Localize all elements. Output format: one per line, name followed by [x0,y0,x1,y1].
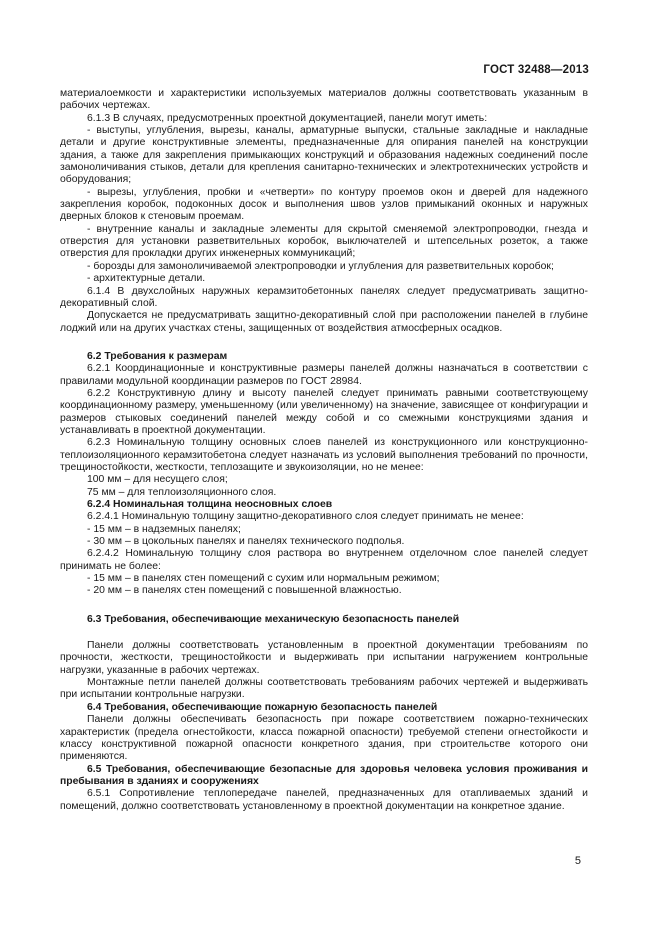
paragraph: Монтажные петли панелей должны соответствовать требованиям рабочих чертежей и выдерживать при испытании контрольные нагрузки. [60,677,588,701]
section-heading: 6.5 Требования, обеспечивающие безопасные для здоровья человека условия проживания и пребывания в зданиях и сооружениях [60,763,588,787]
section-heading: 6.3 Требования, обеспечивающие механическую безопасность панелей [87,613,460,625]
list-item: - внутренние каналы и закладные элементы для скрытой сменяемой электропроводки, гнезда и отверстия для установки разветвительных коробок, выключателей и штепсельных розеток, а также отверстия для прокладки других инженерных коммуникаций; [60,223,588,260]
list-item: - борозды для замоноличиваемой электропроводки и углубления для разветвительных коробок; [87,260,554,272]
paragraph: 6.5.1 Сопротивление теплопередаче панелей, предназначенных для отапливаемых зданий и помещений, должно соответствовать установленному в проектной документации на конкретное здание. [60,788,588,812]
subsection-heading: 6.2.4 Номинальная толщина неосновных слоев [87,499,333,510]
page-number: 5 [574,855,581,867]
paragraph: 6.1.4 В двухслойных наружных керамзитобетонных панелях следует предусматривать защитно-декоративный слой. [60,285,588,309]
list-item: - 20 мм – в панелях стен помещений с повышенной влажностью. [87,585,402,597]
document-body [60,88,588,813]
list-item: 100 мм – для несущего слоя; [87,474,228,486]
list-item: - вырезы, углубления, пробки и «четверти» по контуру проемов окон и дверей для надежного закрепления коробок, подоконных досок и выполнения швов узлов примыканий оконных и наружных дверных блоков к стеновым проемам. [60,186,588,223]
document-code-header: ГОСТ 32488—2013 [483,64,589,76]
paragraph: Панели должны обеспечивать безопасность при пожаре соответствием пожарно-технических характеристик (предела огнестойкости, класса пожарной опасности) требуемой степени огнестойкости и классу конструктивной пожарной опасности конкретного здания, при строительстве которого они применяются. [60,714,588,763]
paragraph: 6.2.2 Конструктивную длину и высоту панелей следует принимать равными соответствующему координационному размеру, уменьшенному (или увеличенному) на значение, зависящее от конфигурации и размеров стыковых соединений панелей между собой и со смежными конструкциями здания и устанавливать в проектной документации. [60,387,588,436]
paragraph: 6.2.4.2 Номинальную толщину слоя раствора во внутреннем отделочном слое панелей следует принимать не более: [60,548,588,572]
list-item: - 15 мм – в панелях стен помещений с сухим или нормальным режимом; [87,573,440,585]
list-item: - выступы, углубления, вырезы, каналы, арматурные выпуски, стальные закладные и накладные детали и другие конструктивные элементы, предназначенные для опирания панелей на конструкции здания, а также для закрепления примыкающих конструкций и образования надежных соединений после замоноличивания стыков, детали для крепления санитарно-технических и электротехнических устройств и оборудования; [60,125,588,186]
paragraph: материалоемкости и характеристики используемых материалов должны соответствовать указанным в рабочих чертежах. [60,88,588,112]
list-item: - 15 мм – в надземных панелях; [87,523,241,535]
paragraph: 6.2.4.1 Номинальную толщину защитно-декоративного слоя следует принимать не менее: [87,511,524,523]
paragraph: 6.1.3 В случаях, предусмотренных проектной документацией, панели могут иметь: [87,112,488,124]
list-item: 75 мм – для теплоизоляционного слоя. [87,486,277,498]
list-item: - архитектурные детали. [87,273,206,285]
section-heading: 6.4 Требования, обеспечивающие пожарную безопасность панелей [87,701,438,713]
paragraph: Допускается не предусматривать защитно-декоративный слой при расположении панелей в глубине лоджий или на других участках стены, защищенных от воздействия атмосферных осадков. [60,310,588,334]
paragraph: 6.2.3 Номинальную толщину основных слоев панелей из конструкционного или конструкционно-теплоизоляционного керамзитобетона следует назначать из условий выполнения требований по прочности, трещиностойкости, жесткости, теплозащите и звукоизоляции, но не менее: [60,437,588,473]
paragraph: 6.2.1 Координационные и конструктивные размеры панелей должны назначаться в соответствии с правилами модульной координации размеров по ГОСТ 28984. [60,363,588,387]
paragraph: Панели должны соответствовать установленным в проектной документации требованиям по прочности, жесткости, трещиностойкости и выдерживать при испытании нагружением контрольные нагрузки, указанные в рабочих чертежах. [60,640,588,676]
list-item: - 30 мм – в цокольных панелях и панелях технического подполья. [87,536,405,548]
section-heading: 6.2 Требования к размерам [87,350,228,362]
